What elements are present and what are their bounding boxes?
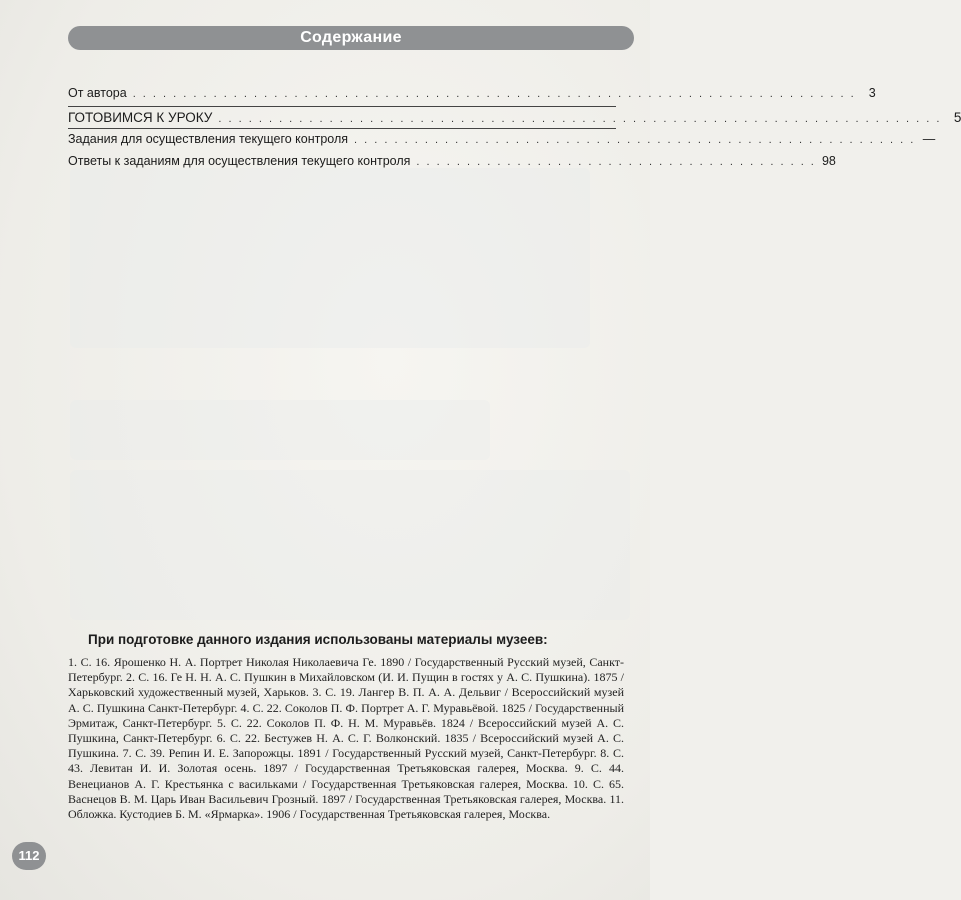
toc-divider <box>68 106 616 107</box>
toc-entry-page: 3 <box>868 86 876 100</box>
toc-leader-dots: . . . . . . . . . . . . . . . . . . . . . . . . . . . . . . . . . . . . . . . . . . . . . . . . . . . . . . . . . . . . . . . . . . . . . . . . <box>218 113 942 125</box>
page-number-badge: 112 <box>12 842 46 870</box>
toc-entry[interactable] <box>68 132 936 146</box>
toc-entry-page: — <box>922 132 936 146</box>
toc-entry-label: От автора <box>68 86 127 100</box>
toc-entry[interactable] <box>68 154 836 168</box>
contents-header: Содержание <box>68 26 634 50</box>
museum-credits-title: При подготовке данного издания использованы материалы музеев: <box>88 632 548 647</box>
toc-entry-page: 98 <box>821 154 836 168</box>
museum-credits-text: 1. С. 16. Ярошенко Н. А. Портрет Николая Николаевича Ге. 1890 / Государственный Русский музей, Санкт-Петербург. 2. С. 16. Ге Н. Н. А. С. Пушкин в Михайловском (И. И. Пущин в гостях у А. С. Пушкина). 1875 / Харьковский художественный музей, Харьков. 3. С. 19. Лангер В. П. А. А. Дельвиг / Всероссийский музей А. С. Пушкина Санкт-Петербург. 4. С. 22. Соколов П. Ф. Портрет А. Г. Муравьёвой. 1825 / Государственный Эрмитаж, Санкт-Петербург. 5. С. 22. Соколов П. Ф. Н. М. Муравьёв. 1824 / Всероссийский музей А. С. Пушкина, Санкт-Петербург. 6. С. 22. Бестужев Н. А. С. Г. Волконский. 1835 / Всероссийский музей А. С. Пушкина. 7. С. 39. Репин И. Е. Запорожцы. 1891 / Государственный Русский музей, Санкт-Петербург. 8. С. 43. Левитан И. И. Золотая осень. 1897 / Государственная Третьяковская галерея, Москва. 9. С. 44. Венецианов А. Г. Крестьянка с васильками / Государственная Третьяковская галерея, Москва. 10. С. 65. Васнецов В. М. Царь Иван Васильевич Грозный. 1897 / Государственная Третьяковская галерея, Москва. 11. Обложка. Кустодиев Б. М. «Ярмарка». 1906 / Государственная Третьяковская галерея, Москва. <box>68 655 624 822</box>
toc-leader-dots: . . . . . . . . . . . . . . . . . . . . . . . . . . . . . . . . . . . . . . . . <box>416 156 816 168</box>
show-through-area <box>70 400 490 460</box>
toc-entry[interactable] <box>68 86 876 100</box>
show-through-area <box>70 470 630 620</box>
toc-entry[interactable] <box>68 110 961 125</box>
toc-leader-dots: . . . . . . . . . . . . . . . . . . . . . . . . . . . . . . . . . . . . . . . . . . . . . . . . . . . . . . . . <box>354 134 916 146</box>
toc-leader-dots: . . . . . . . . . . . . . . . . . . . . . . . . . . . . . . . . . . . . . . . . . . . . . . . . . . . . . . . . . . . . . . . . . . . . . . . . <box>132 88 856 100</box>
toc-entry-label: Ответы к заданиям для осуществления текущего контроля <box>68 154 411 168</box>
show-through-area <box>70 168 590 348</box>
toc-entry-label: Задания для осуществления текущего контроля <box>68 132 349 146</box>
toc-divider <box>68 128 616 129</box>
toc-entry-page: 5 <box>953 110 961 125</box>
toc-entry-label: ГОТОВИМСЯ К УРОКУ <box>68 110 213 125</box>
